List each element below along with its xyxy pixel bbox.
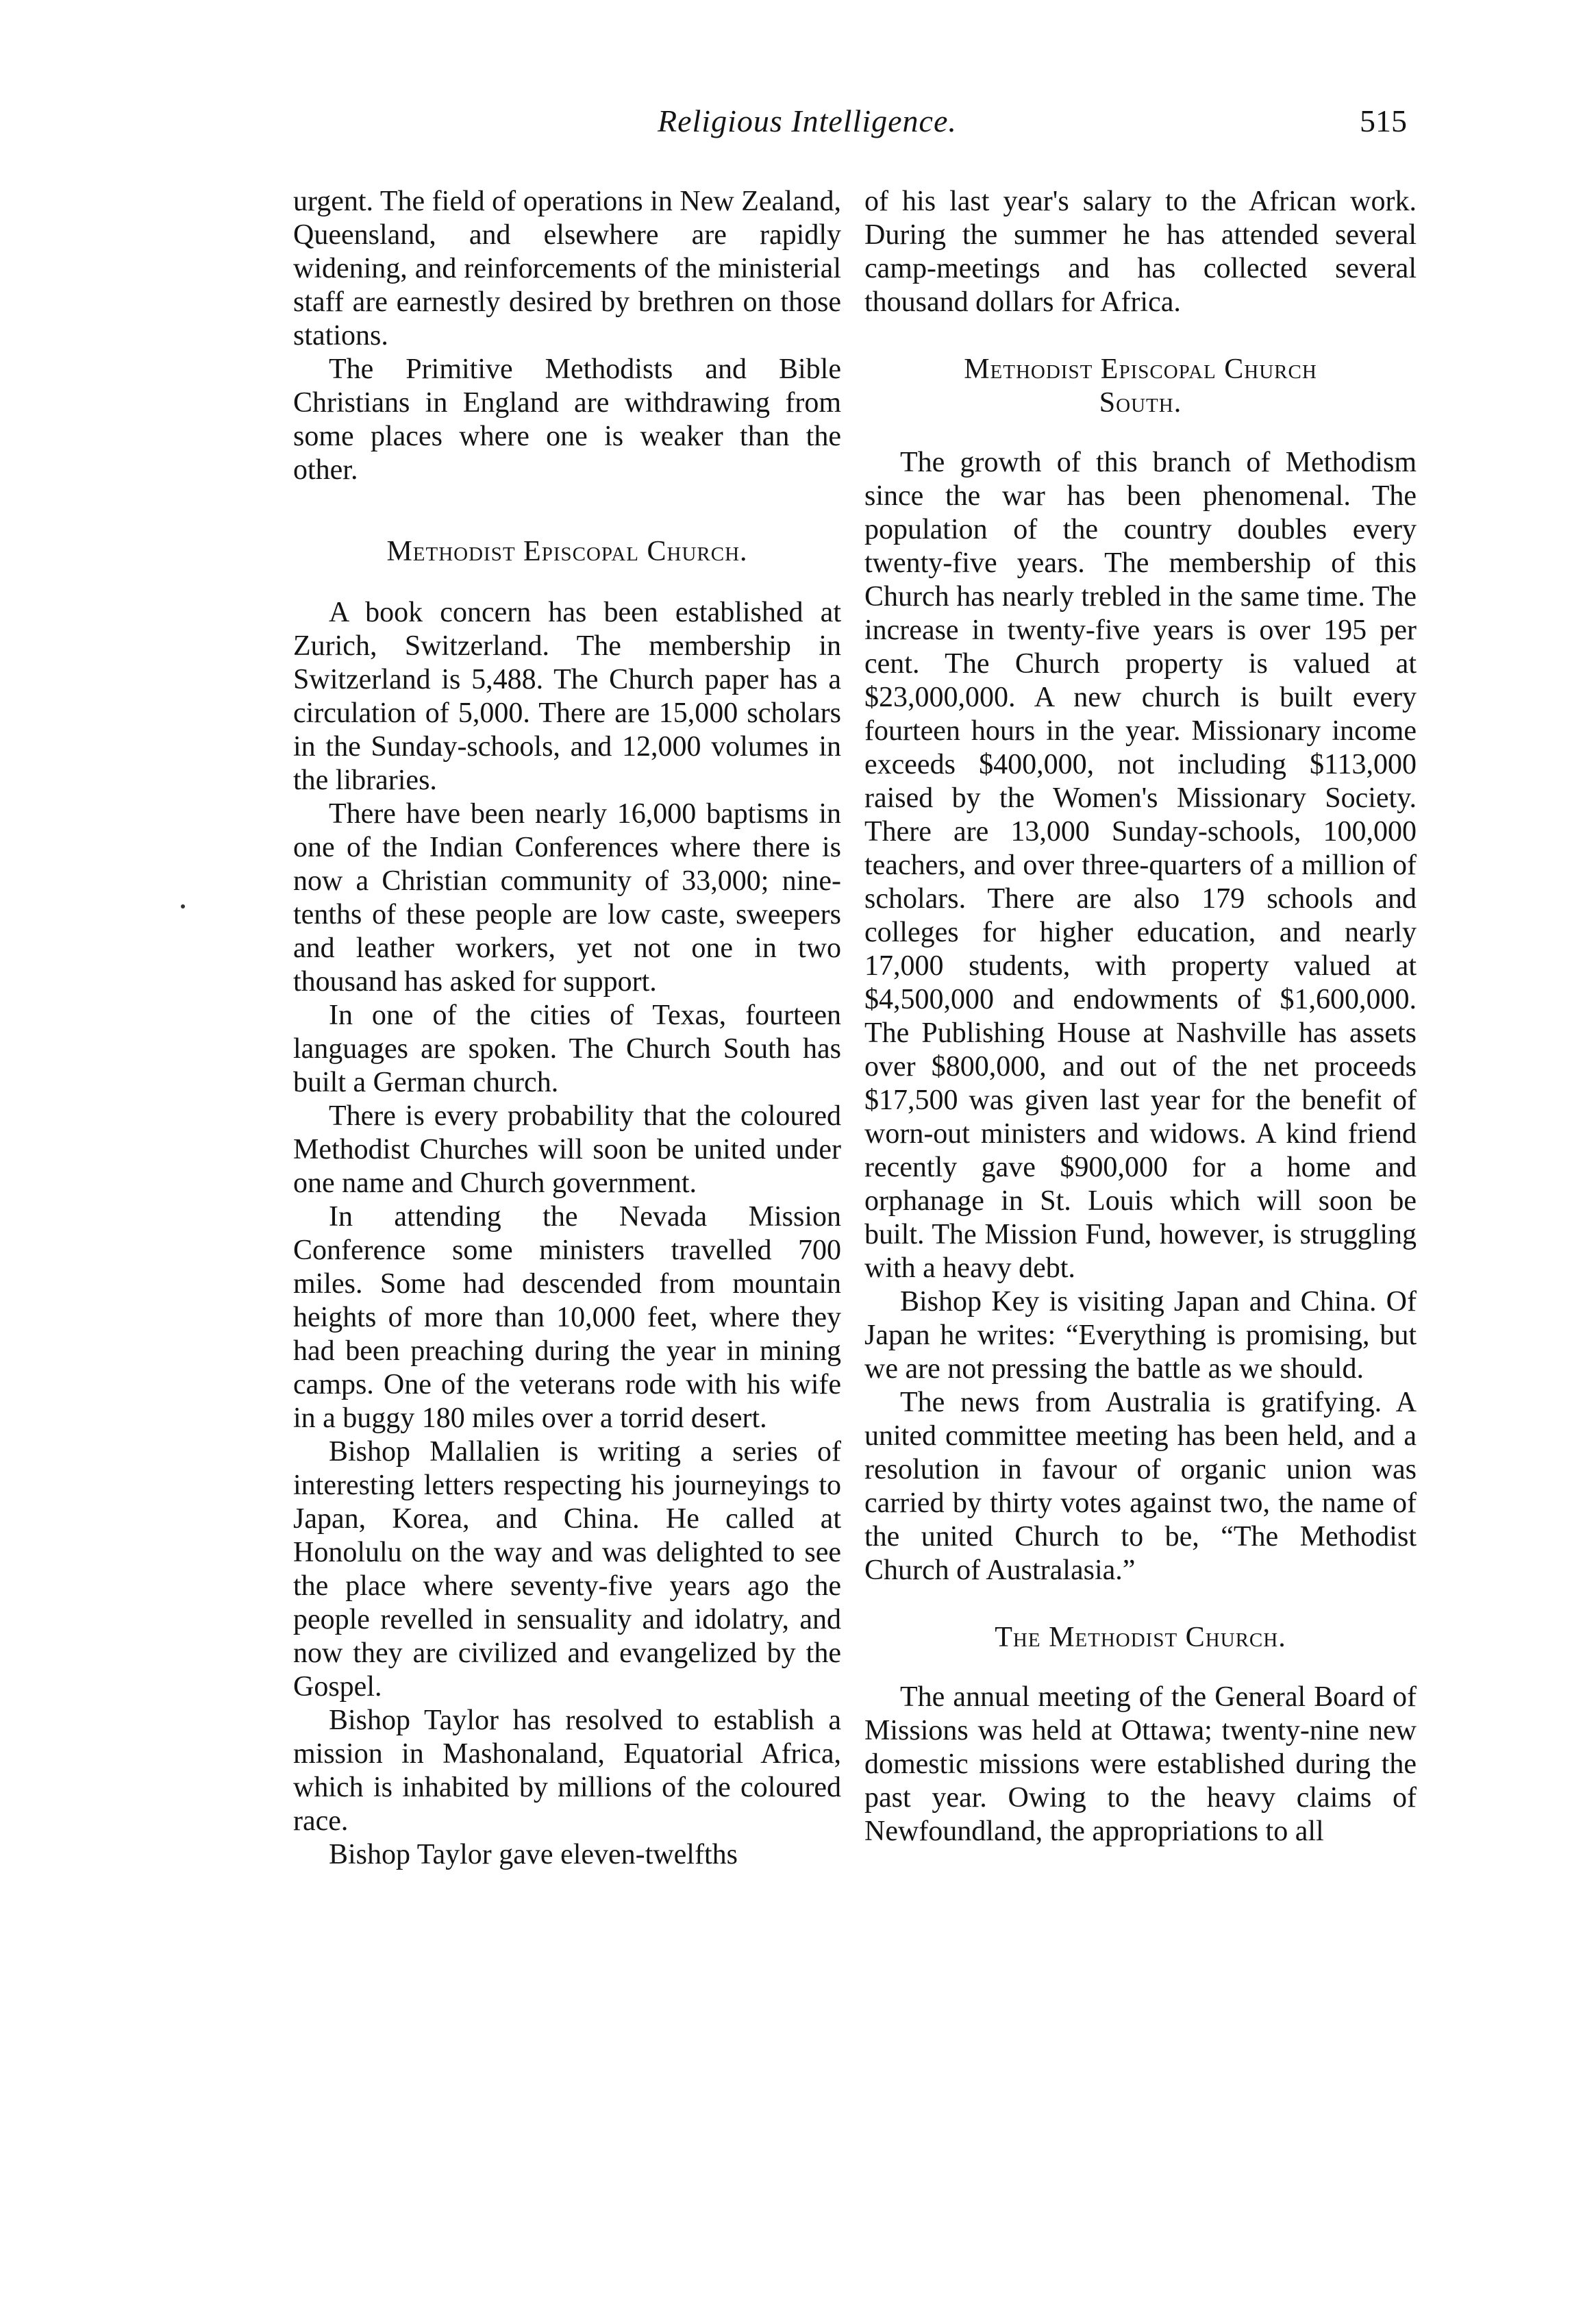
paragraph: A book concern has been established at Zurich, Switzerland. The membership in Switzerland is 5,488. The Church paper has a circulation of 5,000. There are 15,000 scholars in the Sunday-schools, and 12,000 volumes in the libraries. [293, 597, 841, 796]
right-column [864, 185, 1417, 1848]
spacer [293, 487, 841, 535]
paragraph: The annual meeting of the General Board of Missions was held at Ottawa; twenty-nine new domestic missions were established during the past year. Owing to the heavy claims of Newfoundland, the appropriations to all [864, 1681, 1417, 1847]
running-title: Religious Intelligence. [658, 103, 957, 138]
section-heading: Methodist Episcopal Church. [386, 536, 748, 567]
section-heading-line: Methodist Episcopal Church [964, 354, 1317, 385]
page-number: 515 [1360, 103, 1407, 138]
paragraph: The Primitive Methodists and Bible Christians in England are withdrawing from some places where one is weaker than the other. [293, 354, 841, 486]
spacer [864, 420, 1417, 446]
paragraph: In one of the cities of Texas, fourteen languages are spoken. The Church South has built a German church. [293, 1000, 841, 1098]
paragraph: The growth of this branch of Methodism since the war has been phenomenal. The population of the country doubles every twenty-five years. The membership of this Church has nearly trebled in the same time. The increase in twenty-five years is over 195 per cent. The Church property is valued at $23,000,000. A new church is built every fourteen hours in the year. Missionary income exceeds $400,000, not including $113,000 raised by the Women's Missionary Society. There are 13,000 Sunday-schools, 100,000 teachers, and over three-quarters of a million of scholars. There are also 179 schools and colleges for higher education, and nearly 17,000 students, with property valued at $4,500,000 and endowments of $1,600,000. The Publishing House at Nashville has assets over $800,000, and out of the net proceeds $17,500 was given last year for the benefit of worn-out ministers and widows. A kind friend recently gave $900,000 for a home and orphanage in St. Louis which will soon be built. The Mission Fund, however, is struggling with a heavy debt. [864, 447, 1417, 1284]
section-heading: The Methodist Church. [995, 1622, 1286, 1653]
left-column [293, 185, 841, 1872]
paragraph: There is every probability that the coloured Methodist Churches will soon be united under one name and Church government. [293, 1100, 841, 1199]
paragraph: urgent. The field of operations in New Zealand, Queensland, and elsewhere are rapidly widening, and reinforcements of the ministerial staff are earnestly desired by brethren on those stations. [293, 186, 841, 351]
section-heading-line: South. [1099, 387, 1182, 419]
spacer [864, 1655, 1417, 1681]
paragraph: In attending the Nevada Mission Conference some ministers travelled 700 miles. Some had descended from mountain heights of more than 10,000 feet, where they had been preaching during the year in mining camps. One of the veterans rode with his wife in a buggy 180 miles over a torrid desert. [293, 1201, 841, 1434]
paragraph: Bishop Taylor has resolved to establish a mission in Mashonaland, Equatorial Africa, which is inhabited by millions of the coloured race. [293, 1705, 841, 1837]
margin-mark [181, 904, 185, 908]
paragraph: Bishop Key is visiting Japan and China. Of Japan he writes: “Everything is promising, but we are not pressing the battle as we should. [864, 1286, 1417, 1385]
spacer [864, 319, 1417, 353]
spacer [293, 569, 841, 596]
paragraph: Bishop Taylor gave eleven-twelfths [329, 1839, 738, 1870]
paragraph: Bishop Mallalien is writing a series of interesting letters respecting his journeyings to Japan, Korea, and China. He called at Honolulu on the way and was delighted to see the place where seventy-five years ago the people revelled in sensuality and idolatry, and now they are civilized and evangelized by the Gospel. [293, 1436, 841, 1703]
paragraph: of his last year's salary to the African work. During the summer he has attended several camp-meetings and has collected several thousand dollars for Africa. [864, 186, 1417, 318]
spacer [864, 1587, 1417, 1621]
page-header [0, 103, 1596, 158]
paragraph: There have been nearly 16,000 baptisms in one of the Indian Conferences where there is now a Christian community of 33,000; nine-tenths of these people are low caste, sweepers and leather workers, yet not one in two thousand has asked for support. [293, 798, 841, 998]
paragraph: The news from Australia is gratifying. A united committee meeting has been held, and a resolution in favour of organic union was carried by thirty votes against two, the name of the united Church to be, “The Methodist Church of Australasia.” [864, 1387, 1417, 1586]
